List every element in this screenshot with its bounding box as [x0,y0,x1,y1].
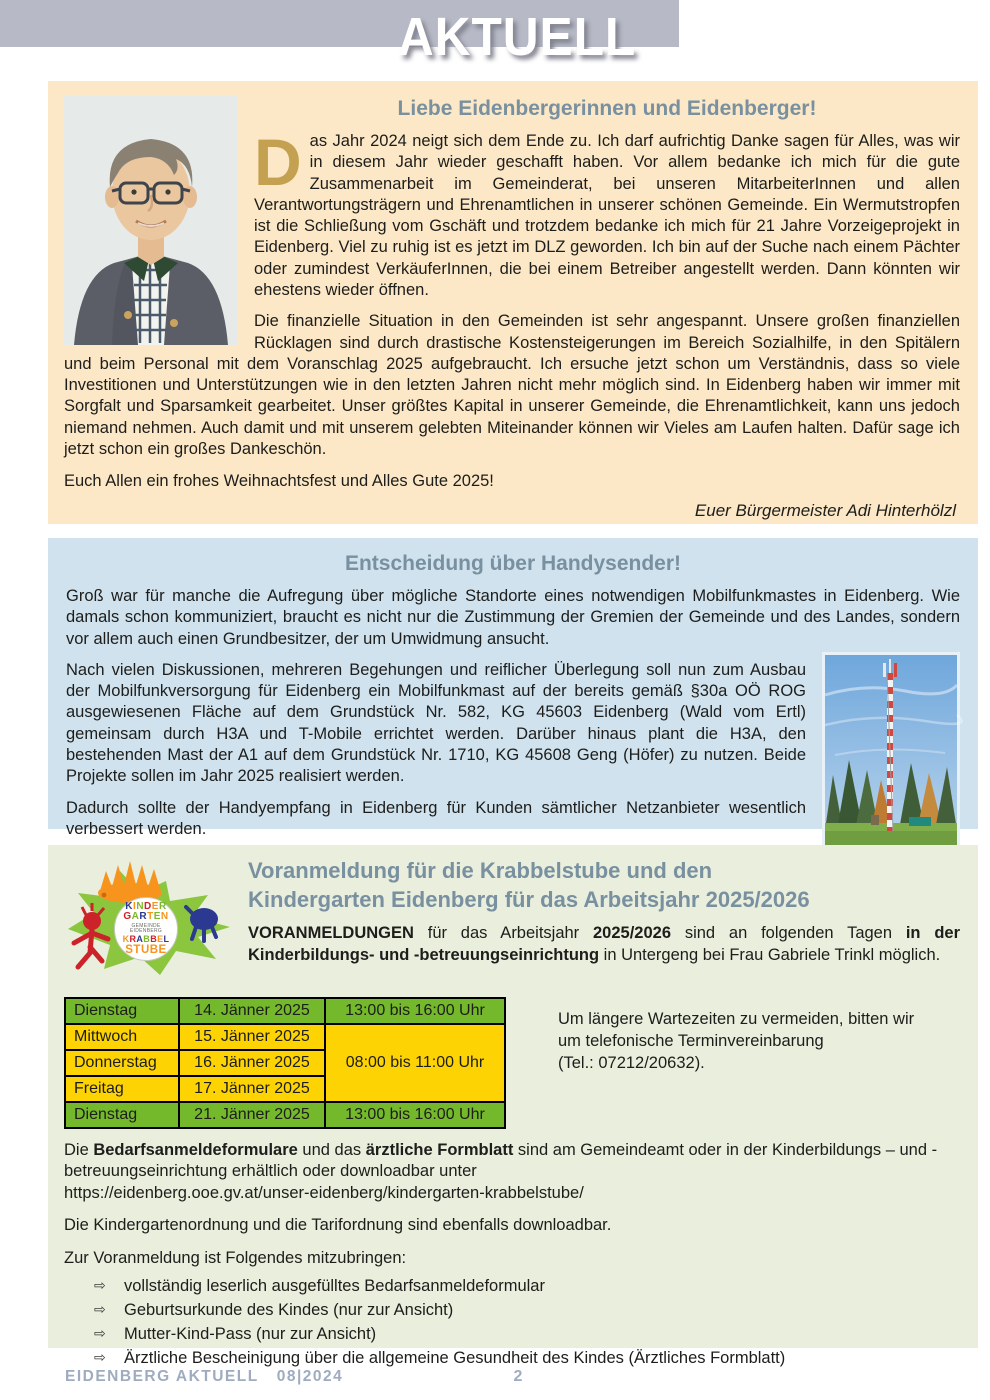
kindergarten-title-line2: Kindergarten Eidenberg für das Arbeitsjahr 2025/2026 [248,886,810,912]
bring-paragraph: Zur Voranmeldung ist Folgendes mitzubringen: [64,1248,407,1267]
cell-date: 15. Jänner 2025 [179,1024,325,1050]
appointment-note-line3: (Tel.: 07212/20632). [558,1053,705,1072]
handysender-paragraph-1: Groß war für manche die Aufregung über mögliche Standorte eines notwendigen Mobilfunkmastes in Eidenberg. Wie damals schon kommuniziert, braucht es nicht nur die Zustimmung der Gremien der Gemeinde und des Landes, sondern vor allem auch einen Grundbesitzer, der um Umwidmung ansucht. [66,587,960,648]
table-row [65,1024,505,1050]
mayor-portrait-photo [64,95,238,345]
logo-word-stube: STUBE [125,944,167,957]
arrow-bullet-icon: ⇨ [94,1325,106,1342]
footer-page-number: 2 [513,1368,523,1385]
logo-word-gemeinde: GEMEINDE EIDENBERG [129,922,163,934]
cell-date: 21. Jänner 2025 [179,1102,325,1128]
logo-word-garten: GARTEN [123,911,169,922]
section-mayor-letter [48,81,978,524]
download-paragraph: Die Kindergartenordnung und die Tarifordnung sind ebenfalls downloadbar. [64,1216,612,1235]
schedule-table [64,997,506,1129]
footer-issue: 08|2024 [276,1368,344,1385]
table-row [65,1102,505,1128]
list-item-text: Ärztliche Bescheinigung über die allgemeine Gesundheit des Kindes (Ärztliches Formblatt) [124,1348,786,1367]
mobile-mast-illustration [825,655,957,855]
table-row [65,998,505,1024]
list-item-text: vollständig leserlich ausgefülltes Bedarfsanmeldeformular [124,1277,545,1296]
logo-word-kinder: KINDER [125,900,167,912]
cell-date: 14. Jänner 2025 [179,998,325,1024]
schedule-row [64,997,960,1129]
mayor-letter-paragraph-2: Die finanzielle Situation in den Gemeinden ist sehr angespannt. Unsere großen finanziellen Rücklagen sind durch drastische Kostensteigerungen im Bereich Sozialhilfe, in den Spitälern und beim Personal mit dem Voranschlag 2025 aufgebraucht. Ich ersuche jetzt schon um Verständnis, dass so viele Investitionen und Unterstützungen wie in den letzten Jahren nicht mehr möglich sind. In Eidenberg haben wir immer mit Sorgfalt und Sparsamkeit gearbeitet. Unser größtes Kapital in unserer Gemeinde, die Ehrenamtlichkeit, kann uns jedoch niemand nehmen. Auch damit und mit unserem gelebten Miteinander können wir Vieles am Laufen halten. Dafür sage ich jetzt schon ein großes Dankeschön. [64,312,960,458]
section-kindergarten [48,845,978,1367]
kindergarten-intro: VORANMELDUNGEN für das Arbeitsjahr 2025/2026 sind an folgenden Tagen in der Kinderbildungs- und -betreuungseinrichtung in Untergeng bei Frau Gabriele Trinkl möglich. [248,924,960,964]
cell-day: Donnerstag [65,1050,179,1076]
handysender-paragraph-3: Dadurch sollte der Handyempfang in Eidenberg für Kunden sämtlicher Netzanbieter wesentlich verbessert werden. [66,798,806,838]
cell-day: Dienstag [65,998,179,1024]
kindergarten-title-line1: Voranmeldung für die Krabbelstube und den [248,858,713,883]
cell-date: 16. Jänner 2025 [179,1050,325,1076]
mayor-signature: Euer Bürgermeister Adi Hinterhölzl [694,501,956,521]
appointment-note-line1: Um längere Wartezeiten zu vermeiden, bitten wir [558,1010,915,1028]
appointment-note [558,997,958,1129]
section-handysender [48,538,978,838]
arrow-bullet-icon: ⇨ [94,1277,106,1294]
dropcap-letter: D [254,125,302,199]
kindergarten-logo [64,855,234,983]
handysender-paragraph-2: Nach vielen Diskussionen, mehreren Begehungen und reiflicher Überlegung soll nun zum Ausbau der Mobilfunkversorgung für Eidenberg ein Mobilfunkmast auf der bereits gemäß §30a OÖ ROG ausgewiesenen Fläche auf dem Grundstück Nr. 582, KG 45603 Eidenberg (Wald vom Ertl) gemeinsam durch H3A und T-Mobile errichtet werden. Darüber hinaus plant die H3A, den bestehenden Mast der A1 auf dem Grundstück Nr. 1710, KG 45608 Geng (Höfer) zu nutzen. Beide Projekte sollen im Jahr 2025 realisiert werden. [66,660,806,786]
footer-publication-name: EIDENBERG AKTUELL [65,1368,259,1385]
mayor-letter-closing: Euch Allen ein frohes Weihnachtsfest und Alles Gute 2025! [64,472,494,491]
mayor-letter-paragraph-1-text: as Jahr 2024 neigt sich dem Ende zu. Ich darf aufrichtig Danke sagen für Alles, was wir in diesem Jahr wieder geschafft haben. Vor allem bedanke ich mich für die gute Zusammenarbeit im Gemeinderat, bei unseren MitarbeiterInnen und allen Verantwortungsträgern und Ehrenamtlichen in unserer schönen Gemeinde. Ein Wermutstropfen ist die Schließung vom Gschäft und trotzdem bedanke ich mich für 21 Jahre Vorzeigeprojekt in Eidenberg. Viel zu ruhig ist es jetzt im DLZ geworden. Ich bin auf der Suche nach einem Pächter oder zumindest VerkäuferInnen, die bei einem Betreiber angestellt werden. Dann könnten wir ehestens wieder öffnen. [254,132,960,299]
kindergarten-url-link[interactable]: https://eidenberg.ooe.gv.at/unser-eidenberg/kindergarten-krabbelstube/ [64,1183,584,1202]
page-title: AKTUELL [397,7,637,67]
cell-day: Freitag [65,1076,179,1102]
mobile-mast-photo [822,652,960,858]
mayor-portrait-illustration [64,95,238,345]
appointment-note-line2: um telefonische Terminvereinbarung [558,1031,824,1050]
list-item-text: Mutter-Kind-Pass (nur zur Ansicht) [124,1325,377,1344]
mayor-letter-title: Liebe Eidenbergerinnen und Eidenberger! [397,97,817,120]
list-item [94,1275,960,1299]
cell-time: 13:00 bis 16:00 Uhr [325,1102,505,1128]
handysender-title: Entscheidung über Handysender! [344,552,682,575]
cell-time-merged: 08:00 bis 11:00 Uhr [325,1024,505,1102]
logo-word-krabbel: KRABBEL [122,934,170,944]
kindergarten-logo-badge [114,897,178,961]
cell-date: 17. Jänner 2025 [179,1076,325,1102]
cell-day: Mittwoch [65,1024,179,1050]
list-item [94,1299,960,1323]
footer-publication [65,1368,343,1386]
arrow-bullet-icon: ⇨ [94,1348,106,1365]
cell-day: Dienstag [65,1102,179,1128]
cell-time: 13:00 bis 16:00 Uhr [325,998,505,1024]
list-item-text: Geburtsurkunde des Kindes (nur zur Ansicht) [124,1301,454,1320]
bring-list [94,1275,960,1371]
forms-paragraph: Die Bedarfsanmeldeformulare und das ärztliche Formblatt sind am Gemeindeamt oder in der Kinderbildungs – und -betreuungseinrichtung erhältlich oder downloadbar unter [64,1141,938,1181]
list-item [94,1323,960,1347]
arrow-bullet-icon: ⇨ [94,1301,106,1318]
